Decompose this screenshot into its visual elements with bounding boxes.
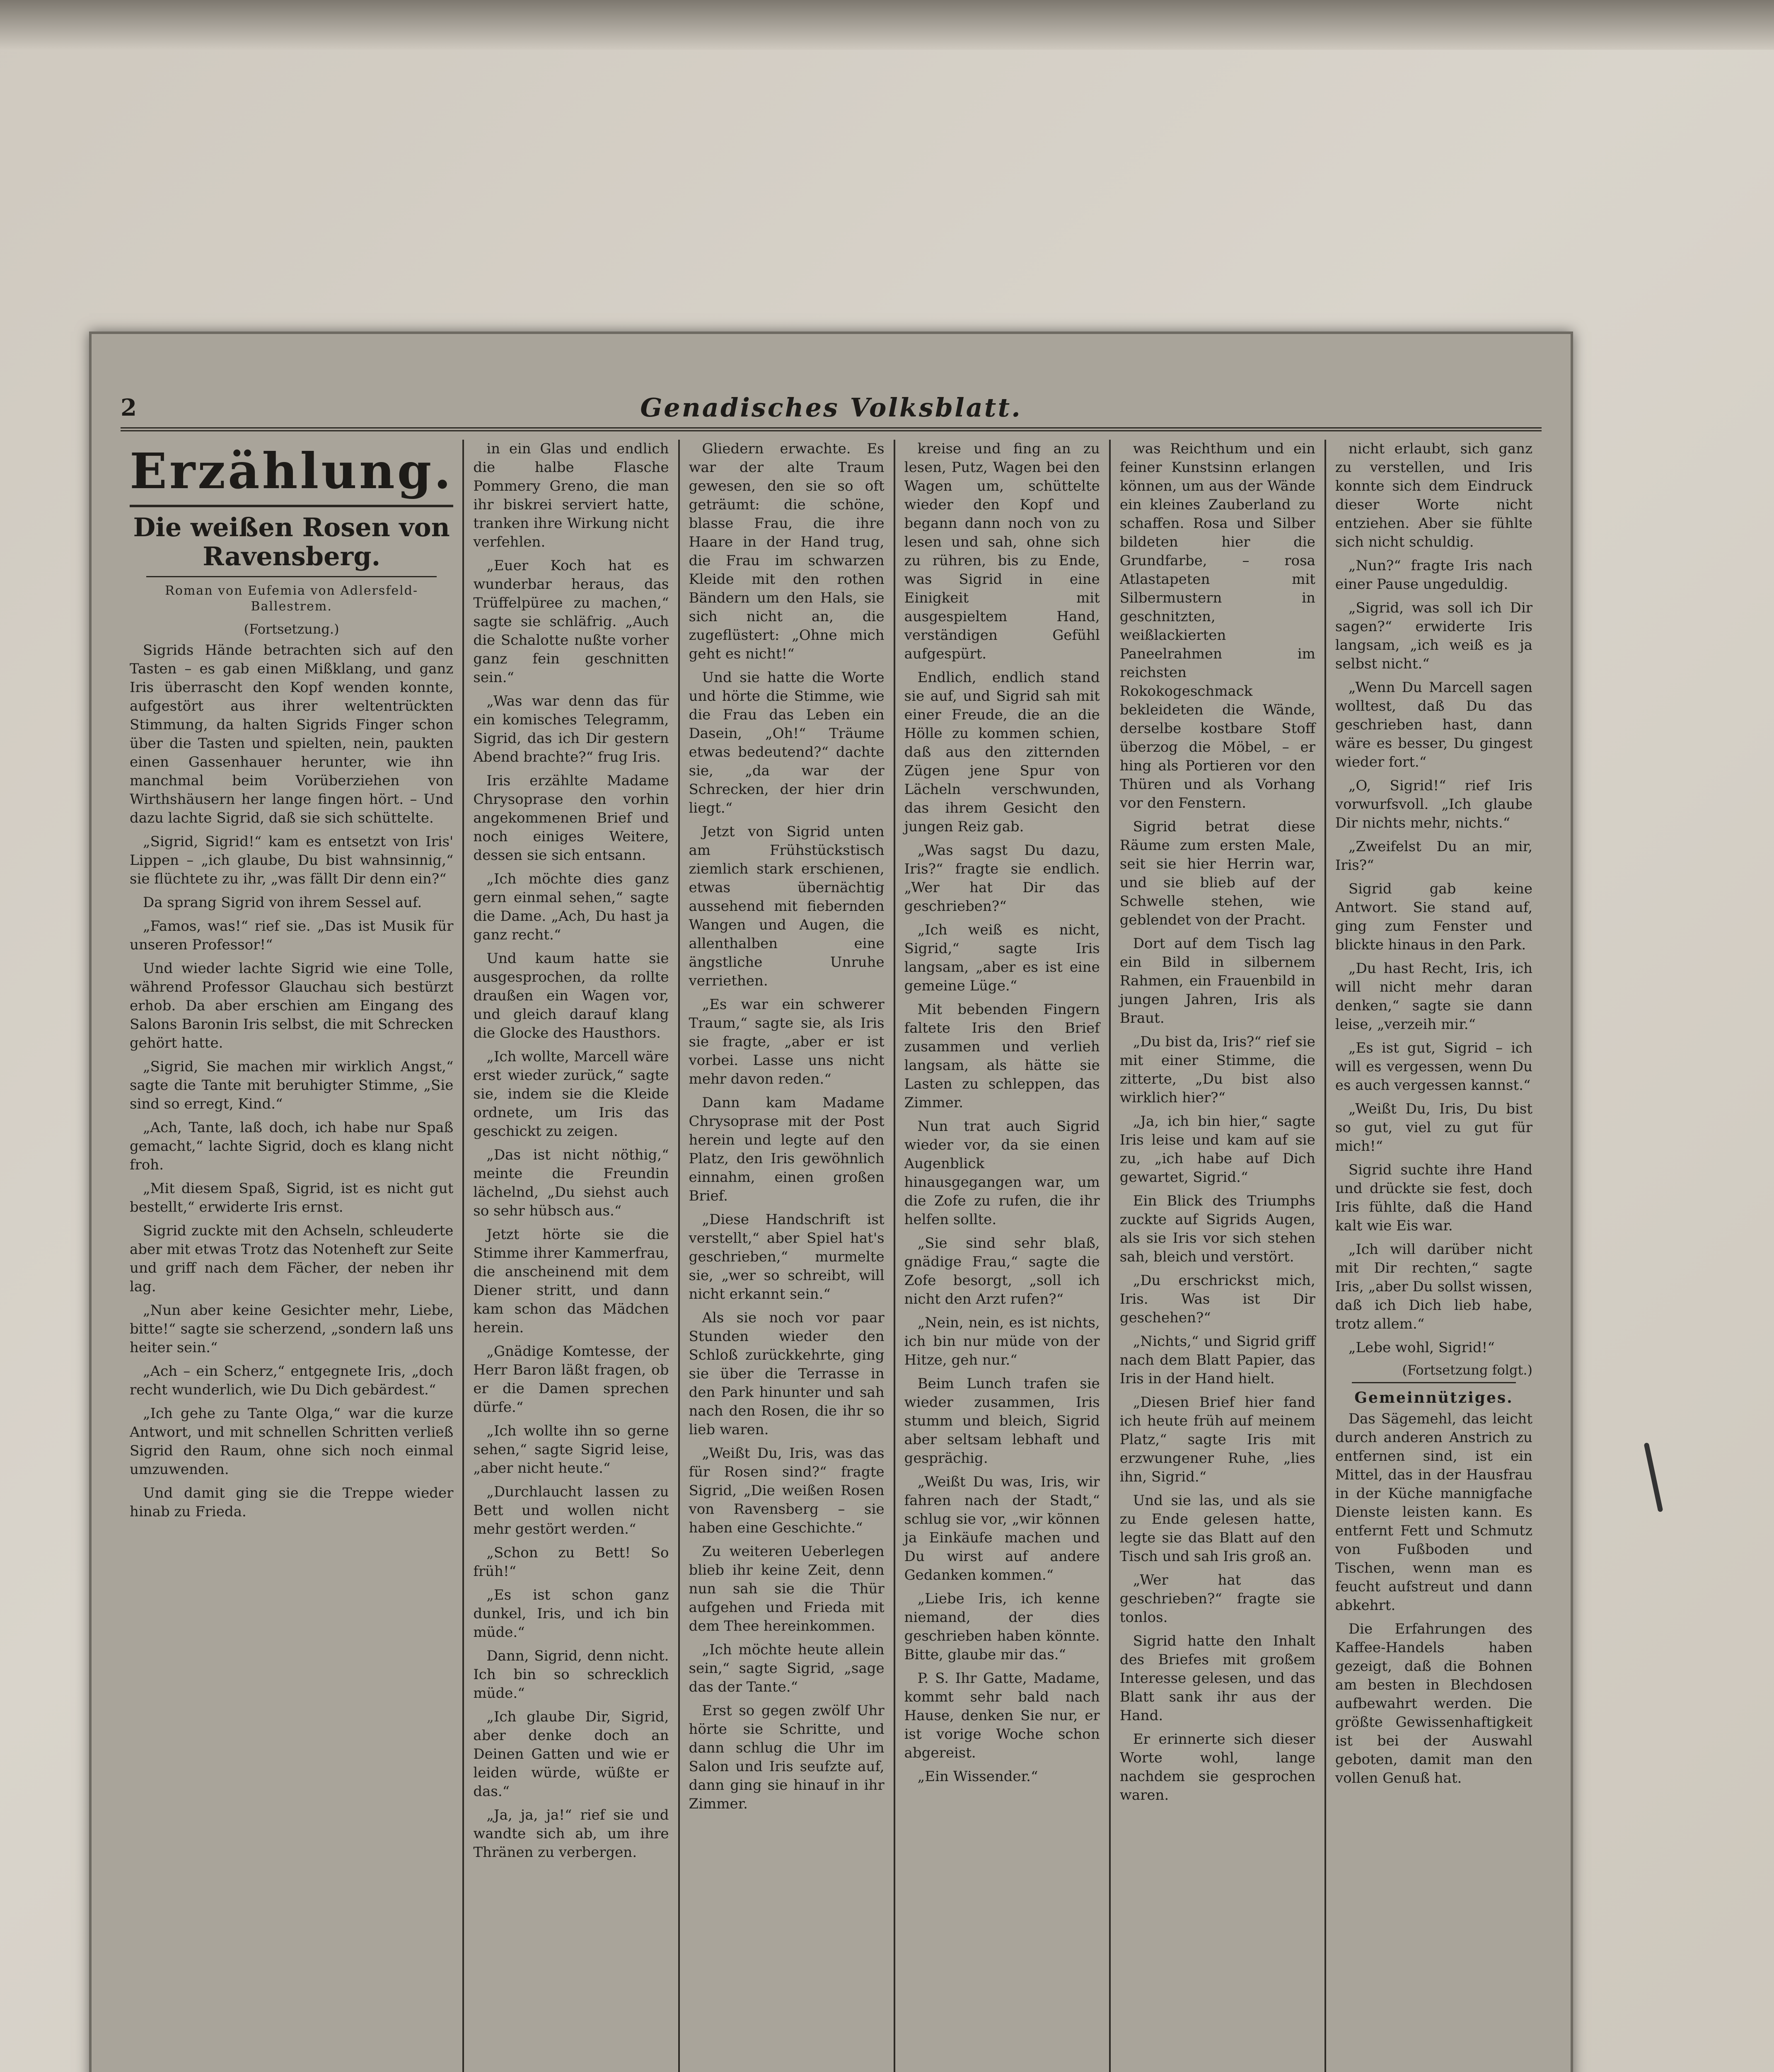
paragraph: Iris erzählte Madame Chrysoprase den vorhin angekommenen Brief und noch einiges Weitere, dessen sie sich entsann. xyxy=(473,772,669,864)
paragraph: „Das ist nicht nöthig,“ meinte die Freundin lächelnd, „Du siehst auch so sehr hübsch aus.“ xyxy=(473,1147,669,1219)
paragraph: was Reichthum und ein feiner Kunstsinn erlangen können, um aus der Wände ein kleines Zauberland zu schaffen. Rosa und Silber bildeten hier die Grundfarbe, – rosa Atlastapeten mit Silbermustern in geschnitzten, weißlackierten Paneelrahmen im reichsten Rokokogeschmack bekleideten die Wände, derselbe kostbare Stoff überzog die Möbel, – er hing als Portieren vor den Thüren und als Vorhang vor den Fenstern. xyxy=(1119,441,1315,811)
paragraph: Erst so gegen zwölf Uhr hörte sie Schritte, und dann schlug die Uhr im Salon und Iris seufzte auf, dann ging sie hinauf in ihr Zimmer. xyxy=(689,1702,885,1812)
paragraph: „Zweifelst Du an mir, Iris?“ xyxy=(1335,838,1532,874)
paragraph: „Was war denn das für ein komisches Telegramm, Sigrid, das ich Dir gestern Abend brachte?“ frug Iris. xyxy=(473,693,669,765)
paragraph: „Du erschrickst mich, Iris. Was ist Dir geschehen?“ xyxy=(1119,1272,1315,1326)
column-text xyxy=(130,641,453,1521)
paragraph: „Du bist da, Iris?“ rief sie mit einer Stimme, die zitterte, „Du bist also wirklich hier?“ xyxy=(1119,1034,1315,1106)
column-5 xyxy=(1111,440,1326,2072)
paragraph: „Wer hat das geschrieben?“ fragte sie tonlos. xyxy=(1119,1572,1315,1626)
paragraph: Er erinnerte sich dieser Worte wohl, lange nachdem sie gesprochen waren. xyxy=(1119,1731,1315,1803)
column-4 xyxy=(895,440,1111,2072)
paragraph: „Sigrid, Sie machen mir wirklich Angst,“ sagte die Tante mit beruhigter Stimme, „Sie sind so erregt, Kind.“ xyxy=(130,1058,454,1112)
paragraph: „Wenn Du Marcell sagen wolltest, daß Du das geschrieben hast, dann wäre es besser, Du gingest wieder fort.“ xyxy=(1335,679,1532,770)
paragraph: „Ja, ich bin hier,“ sagte Iris leise und kam auf sie zu, „ich habe auf Dich gewartet, Sigrid.“ xyxy=(1119,1113,1315,1186)
paragraph: Jetzt hörte sie die Stimme ihrer Kammerfrau, die anscheinend mit dem Diener stritt, und dann kam schon das Mädchen herein. xyxy=(473,1226,669,1336)
paragraph: „Sie sind sehr blaß, gnädige Frau,“ sagte die Zofe besorgt, „soll ich nicht den Arzt rufen?“ xyxy=(904,1235,1100,1307)
paragraph: „Nein, nein, es ist nichts, ich bin nur müde von der Hitze, geh nur.“ xyxy=(904,1314,1100,1368)
paragraph: Gliedern erwachte. Es war der alte Traum gewesen, den sie so oft geträumt: die schöne, blasse Frau, die ihre Haare in der Hand trug, die Frau im schwarzen Kleide mit den rothen Bändern um den Hals, sie sich nicht an, die zugeflüstert: „Ohne mich geht es nicht!“ xyxy=(689,441,885,662)
paragraph: Beim Lunch trafen sie wieder zusammen, Iris stumm und bleich, Sigrid aber seltsam lebhaft und gesprächig. xyxy=(904,1375,1100,1467)
page-header xyxy=(121,390,1542,431)
paragraph: Zu weiteren Ueberlegen blieb ihr keine Zeit, denn nun sah sie die Thür aufgehen und Frieda mit dem Thee hereinkommen. xyxy=(689,1543,885,1634)
paragraph: Sigrid betrat diese Räume zum ersten Male, seit sie hier Herrin war, und sie blieb auf der Schwelle stehen, wie geblendet von der Pracht. xyxy=(1119,818,1315,928)
paragraph: „Es war ein schwerer Traum,“ sagte sie, als Iris sie fragte, „aber er ist vorbei. Lasse uns nicht mehr davon reden.“ xyxy=(689,996,885,1087)
paragraph: Und sie hatte die Worte und hörte die Stimme, wie die Frau das Leben ein Dasein, „Oh!“ Träume etwas bedeutend?“ dachte sie, „da war der Schrecken, der hier drin liegt.“ xyxy=(689,669,885,816)
paragraph: „Diesen Brief hier fand ich heute früh auf meinem Platz,“ sagte Iris mit erzwungener Ruhe, „lies ihn, Sigrid.“ xyxy=(1119,1394,1315,1485)
column-2 xyxy=(464,440,679,2072)
paragraph: „Du hast Recht, Iris, ich will nicht mehr daran denken,“ sagte sie dann leise, „verzeih mir.“ xyxy=(1335,960,1532,1033)
paragraph: „Ein Wissender.“ xyxy=(917,1768,1038,1785)
column-3 xyxy=(680,440,895,2072)
paragraph: „Diese Handschrift ist verstellt,“ aber Spiel hat's geschrieben,“ murmelte sie, „wer so schreibt, will nicht erkannt sein.“ xyxy=(689,1211,885,1302)
story-title: Die weißen Rosen von Ravensberg. xyxy=(133,512,450,571)
paragraph: „Weißt Du, Iris, was das für Rosen sind?“ fragte Sigrid, „Die weißen Rosen von Ravensberg – sie haben eine Geschichte.“ xyxy=(689,1445,885,1536)
paragraph: „Sigrid, Sigrid!“ kam es entsetzt von Iris' Lippen – „ich glaube, Du bist wahnsinnig,“ sie flüchtete zu ihr, „was fällt Dir denn ein?“ xyxy=(130,833,454,887)
paragraph: „Ich wollte ihn so gerne sehen,“ sagte Sigrid leise, „aber nicht heute.“ xyxy=(473,1423,669,1477)
paragraph: „O, Sigrid!“ rief Iris vorwurfsvoll. „Ich glaube Dir nichts mehr, nichts.“ xyxy=(1335,777,1532,831)
column-text xyxy=(1120,440,1315,1805)
paragraph: „Was sagst Du dazu, Iris?“ fragte sie endlich. „Wer hat Dir das geschrieben?“ xyxy=(904,842,1100,915)
paragraph: „Ich möchte heute allein sein,“ sagte Sigrid, „sage das der Tante.“ xyxy=(689,1641,885,1695)
page-content xyxy=(121,390,1542,2072)
notice-text xyxy=(1335,1410,1532,1788)
paragraph: „Ja, ja, ja!“ rief sie und wandte sich ab, um ihre Thränen zu verbergen. xyxy=(473,1807,669,1861)
paragraph: „Weißt Du, Iris, Du bist so gut, viel zu gut für mich!“ xyxy=(1335,1101,1532,1155)
paragraph: „Ich will darüber nicht mit Dir rechten,“ sagte Iris, „aber Du sollst wissen, daß ich Dich lieb habe, trotz allem.“ xyxy=(1335,1241,1532,1332)
paragraph: Und damit ging sie die Treppe wieder hinab zu Frieda. xyxy=(130,1485,454,1520)
paragraph: Sigrid suchte ihre Hand und drückte sie fest, doch Iris fühlte, daß die Hand kalt wie Eis war. xyxy=(1335,1162,1532,1234)
paragraph: „Famos, was!“ rief sie. „Das ist Musik für unseren Professor!“ xyxy=(130,918,454,953)
paragraph: „Nun aber keine Gesichter mehr, Liebe, bitte!“ sagte sie scherzend, „sondern laß uns heiter sein.“ xyxy=(130,1302,454,1356)
column-6 xyxy=(1326,440,1542,2072)
paragraph: „Nun?“ fragte Iris nach einer Pause ungeduldig. xyxy=(1335,557,1532,593)
paragraph: Und sie las, und als sie zu Ende gelesen hatte, legte sie das Blatt auf den Tisch und sah Iris groß an. xyxy=(1119,1492,1315,1565)
paragraph: Und wieder lachte Sigrid wie eine Tolle, während Professor Glauchau sich bestürzt erhob. Da aber erschien am Eingang des Salons Baronin Iris selbst, die mit Schrecken gehört hatte. xyxy=(130,960,454,1051)
paragraph: „Ich gehe zu Tante Olga,“ war die kurze Antwort, und mit schnellen Schritten verließ Sigrid den Raum, ohne sich noch einmal umzuwenden. xyxy=(130,1405,454,1478)
paragraph: „Sigrid, was soll ich Dir sagen?“ erwiderte Iris langsam, „ich weiß es ja selbst nicht.“ xyxy=(1335,600,1532,672)
paragraph: „Euer Koch hat es wunderbar heraus, das Trüffelpüree zu machen,“ sagte sie schläfrig. „Auch die Schalotte nußte vorher ganz fein geschnitten sein.“ xyxy=(473,557,669,686)
paragraph: „Weißt Du was, Iris, wir fahren nach der Stadt,“ schlug sie vor, „wir können ja Einkäufe machen und Du wirst auf andere Gedanken kommen.“ xyxy=(904,1474,1100,1583)
paragraph: „Es ist schon ganz dunkel, Iris, und ich bin müde.“ xyxy=(473,1587,669,1641)
paragraph: „Mit diesem Spaß, Sigrid, ist es nicht gut bestellt,“ erwiderte Iris ernst. xyxy=(130,1180,454,1215)
page-number: 2 xyxy=(121,394,137,421)
newspaper-page xyxy=(89,332,1573,2072)
paragraph: Dann kam Madame Chrysoprase mit der Post herein und legte auf den Platz, den Iris gewöhnlich einnahm, einen großen Brief. xyxy=(689,1094,885,1204)
paragraph: Dann, Sigrid, denn nicht. Ich bin so schrecklich müde.“ xyxy=(473,1648,669,1702)
paragraph: nicht erlaubt, sich ganz zu verstellen, und Iris konnte sich dem Eindruck dieser Worte nicht entziehen. Aber sie fühlte sich nicht schuldig. xyxy=(1335,441,1532,550)
column-1 xyxy=(121,440,464,2072)
paragraph: Sigrid gab keine Antwort. Sie stand auf, ging zum Fenster und blickte hinaus in den Park. xyxy=(1335,881,1532,953)
paragraph: Als sie noch vor paar Stunden wieder den Schloß zurückkehrte, ging sie über die Terrasse in den Park hinunter und sah nach den Rosen, die ihr so lieb waren. xyxy=(689,1310,885,1438)
paragraph: „Ich wollte, Marcell wäre erst wieder zurück,“ sagte sie, indem sie die Kleide ordnete, um Iris das geschickt zu zeigen. xyxy=(473,1048,669,1140)
notice-paragraph: Die Erfahrungen des Kaffee-Handels haben gezeigt, daß die Bohnen am besten in Blechdosen aufbewahrt werden. Die größte Gewissenhaftigkeit ist bei der Auswahl geboten, damit man den vollen Genuß hat. xyxy=(1335,1621,1532,1786)
paragraph: Nun trat auch Sigrid wieder vor, da sie einen Augenblick hinausgegangen war, um die Zofe zu rufen, die ihr helfen sollte. xyxy=(904,1118,1100,1228)
notice-paragraph: Das Sägemehl, das leicht durch anderen Anstrich zu entfernen sind, ist ein Mittel, das in der Hausfrau in der Küche mannigfache Dienste leisten kann. Es entfernt Fett und Schmutz von Fußboden und Tischen, wenn man es feucht aufstreut und dann abkehrt. xyxy=(1335,1411,1532,1614)
paragraph: Mit bebenden Fingern faltete Iris den Brief zusammen und verlieh langsam, als hätte sie Lasten zu schleppen, das Zimmer. xyxy=(904,1001,1100,1111)
paragraph: „Lebe wohl, Sigrid!“ xyxy=(1348,1339,1495,1356)
paragraph: „Durchlaucht lassen zu Bett und wollen nicht mehr gestört werden.“ xyxy=(473,1484,669,1537)
paragraph: „Ich weiß es nicht, Sigrid,“ sagte Iris langsam, „aber es ist eine gemeine Lüge.“ xyxy=(904,922,1100,994)
column-text xyxy=(473,440,669,1862)
paragraph: „Ach – ein Scherz,“ entgegnete Iris, „doch recht wunderlich, wie Du Dich gebärdest.“ xyxy=(130,1363,454,1398)
column-text xyxy=(689,440,885,1813)
paragraph: „Ich möchte dies ganz gern einmal sehen,“ sagte die Dame. „Ach, Du hast ja ganz recht.“ xyxy=(473,871,669,943)
paragraph: „Liebe Iris, ich kenne niemand, der dies geschrieben haben könnte. Bitte, glaube mir das.“ xyxy=(904,1590,1100,1663)
paragraph: in ein Glas und endlich die halbe Flasche Pommery Greno, die man ihr biskrei serviert hatte, tranken ihre Wirkung nicht verfehlen. xyxy=(473,441,669,550)
title-rule xyxy=(146,576,437,577)
paragraph: kreise und fing an zu lesen, Putz, Wagen bei den Wagen um, schüttelte wieder den Kopf und begann dann noch von zu lesen und sah, ohne sich zu rühren, bis zu Ende, was Sigrid in eine Einigkeit mit ausgespieltem Hand, verständigen Gefühl aufgespürt. xyxy=(904,441,1100,662)
paragraph: Sigrids Hände betrachten sich auf den Tasten – es gab einen Mißklang, und ganz Iris überrascht den Kopf wenden konnte, aufgestört aus ihrer weltentrückten Stimmung, da halten Sigrids Finger schon über die Tasten und spielten, nein, paukten einen Gassenhauer herunter, wie ihn manchmal beim Vorüberziehen von Wirthshäusern her lange fingen hört. – Und dazu lachte Sigrid, daß sie sich schüttelte. xyxy=(130,642,454,826)
paragraph: Und kaum hatte sie ausgesprochen, da rollte draußen ein Wagen vor, und gleich darauf klang die Glocke des Hausthors. xyxy=(473,950,669,1041)
scan-mark xyxy=(1643,1443,1663,1513)
paragraph: Jetzt von Sigrid unten am Frühstückstisch ziemlich stark erschienen, etwas übernächtig aussehend mit fiebernden Wangen und Augen, die allenthalben eine ängstliche Unruhe verriethen. xyxy=(689,823,885,989)
to-be-continued: (Fortsetzung folgt.) xyxy=(1402,1362,1532,1378)
notice-rule xyxy=(1352,1382,1516,1383)
story-byline: Roman von Eufemia von Adlersfeld-Ballestrem. xyxy=(165,583,418,614)
paragraph: „Es ist gut, Sigrid – ich will es vergessen, wenn Du es auch vergessen kannst.“ xyxy=(1335,1040,1532,1094)
column-text xyxy=(904,440,1100,1786)
section-title: Erzählung. xyxy=(130,442,453,507)
paragraph: „Schon zu Bett! So früh!“ xyxy=(473,1544,669,1580)
column-text xyxy=(1335,440,1532,1357)
paragraph: „Ach, Tante, laß doch, ich habe nur Spaß gemacht,“ lachte Sigrid, doch es klang nicht froh. xyxy=(130,1119,454,1173)
paragraph: Sigrid zuckte mit den Achseln, schleuderte aber mit etwas Trotz das Notenheft zur Seite und griff nach dem Fächer, der neben ihr lag. xyxy=(130,1222,454,1295)
continuation-note: (Fortsetzung.) xyxy=(244,621,339,637)
paragraph: Sigrid hatte den Inhalt des Briefes mit großem Interesse gelesen, und das Blatt sank ihr aus der Hand. xyxy=(1119,1633,1315,1724)
scan-top-edge xyxy=(0,0,1774,50)
paragraph: P. S. Ihr Gatte, Madame, kommt sehr bald nach Hause, denken Sie nur, er ist vorige Woche schon abgereist. xyxy=(904,1670,1100,1761)
article-columns xyxy=(121,440,1542,2072)
paragraph: Endlich, endlich stand sie auf, und Sigrid sah mit einer Freude, die an die Hölle zu kommen schien, daß aus den zitternden Zügen jene Spur von Lächeln verschwunden, das ihrem Gesicht den jungen Reiz gab. xyxy=(904,669,1100,835)
notice-title: Gemeinnütziges. xyxy=(1354,1389,1513,1406)
paragraph: Dort auf dem Tisch lag ein Bild in silbernem Rahmen, ein Frauenbild in jungen Jahren, Iris als Braut. xyxy=(1119,935,1315,1026)
paragraph: „Nichts,“ und Sigrid griff nach dem Blatt Papier, das Iris in der Hand hielt. xyxy=(1119,1333,1315,1387)
paragraph: „Gnädige Komtesse, der Herr Baron läßt fragen, ob er die Damen sprechen dürfe.“ xyxy=(473,1343,669,1416)
masthead: Genadisches Volksblatt. xyxy=(640,392,1022,423)
paragraph: „Ich glaube Dir, Sigrid, aber denke doch an Deinen Gatten und wie er leiden würde, wüßte er das.“ xyxy=(473,1709,669,1800)
paragraph: Ein Blick des Triumphs zuckte auf Sigrids Augen, als sie Iris vor sich stehen sah, bleich und verstört. xyxy=(1119,1193,1315,1265)
paragraph: Da sprang Sigrid von ihrem Sessel auf. xyxy=(143,894,422,911)
